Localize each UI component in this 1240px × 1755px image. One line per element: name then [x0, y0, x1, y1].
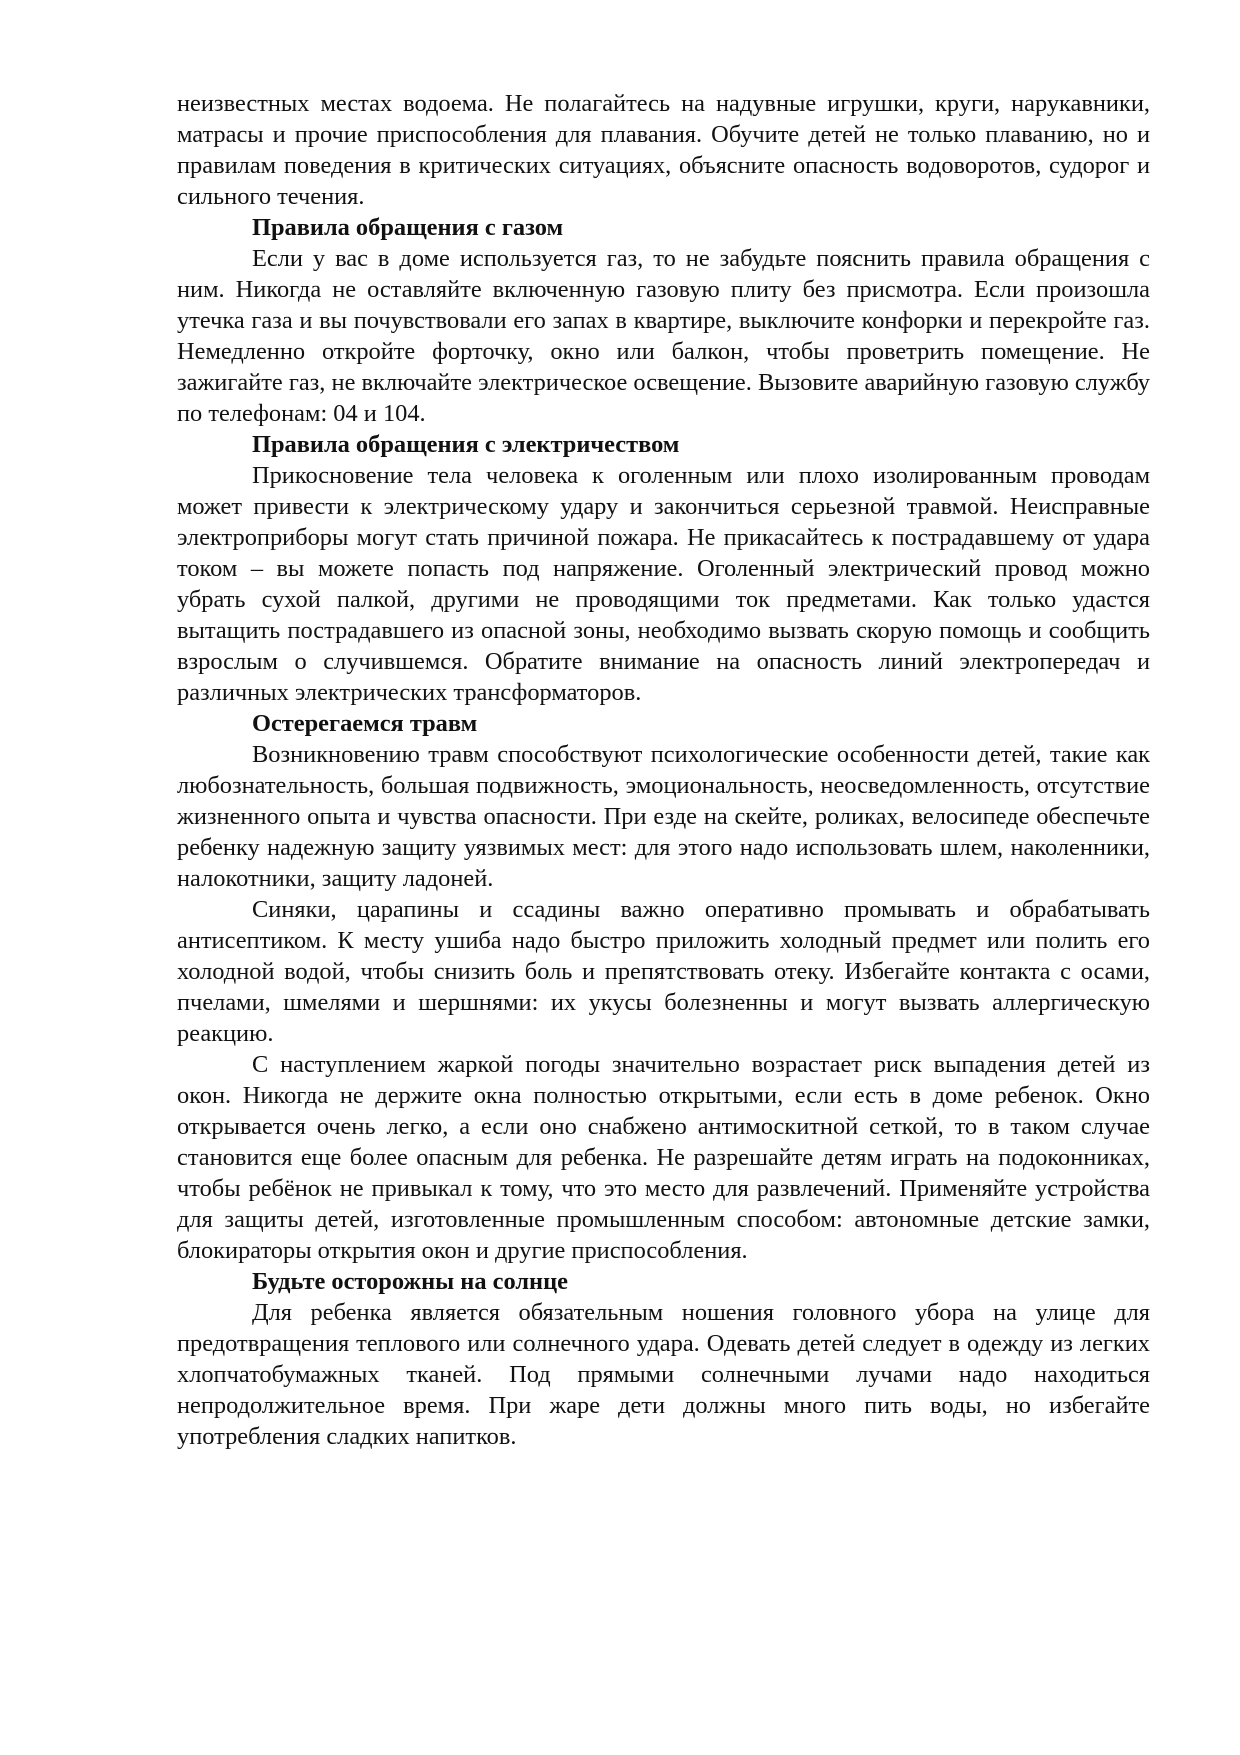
paragraph-injury-causes: Возникновению травм способствуют психологические особенности детей, такие как любознательность, большая подвижность, эмоциональность, неосведомленность, отсутствие жизненного опыта и чувства опасности. При езде на скейте, роликах, велосипеде обеспечьте ребенку надежную защиту уязвимых мест: для этого надо использовать шлем, наколенники, налокотники, защиту ладоней.	[177, 741, 1150, 892]
heading-gas-rules: Правила обращения с газом	[252, 214, 564, 241]
paragraph-sun-safety: Для ребенка является обязательным ношения головного убора на улице для предотвращения теплового или солнечного удара. Одевать детей следует в одежду из легких хлопчатобумажных тканей. Под прямыми солнечными лучами надо находиться непродолжительное время. При жаре дети должны много пить воды, но избегайте употребления сладких напитков.	[177, 1299, 1150, 1450]
heading-electricity-rules: Правила обращения с электричеством	[252, 431, 680, 458]
paragraph-gas-rules: Если у вас в доме используется газ, то не забудьте пояснить правила обращения с ним. Никогда не оставляйте включенную газовую плиту без присмотра. Если произошла утечка газа и вы почувствовали его запах в квартире, выключите конфорки и перекройте газ. Немедленно откройте форточку, окно или балкон, чтобы проветрить помещение. Не зажигайте газ, не включайте электрическое освещение. Вызовите аварийную газовую службу по телефонам: 04 и 104.	[177, 245, 1150, 427]
paragraph-window-safety: С наступлением жаркой погоды значительно возрастает риск выпадения детей из окон. Никогда не держите окна полностью открытыми, если есть в доме ребенок. Окно открывается очень легко, а если оно снабжено антимоскитной сеткой, то в таком случае становится еще более опасным для ребенка. Не разрешайте детям играть на подоконниках, чтобы ребёнок не привыкал к тому, что это место для развлечений. Применяйте устройства для защиты детей, изготовленные промышленным способом: автономные детские замки, блокираторы открытия окон и другие приспособления.	[177, 1051, 1150, 1264]
paragraph-electricity-rules: Прикосновение тела человека к оголенным или плохо изолированным проводам может привести к электрическому удару и закончиться серьезной травмой. Неисправные электроприборы могут стать причиной пожара. Не прикасайтесь к пострадавшему от удара током – вы можете попасть под напряжение. Оголенный электрический провод можно убрать сухой палкой, другими не проводящими ток предметами. Как только удастся вытащить пострадавшего из опасной зоны, необходимо вызвать скорую помощь и сообщить взрослым о случившемся. Обратите внимание на опасность линий электропередач и различных электрических трансформаторов.	[177, 462, 1150, 706]
document-page	[177, 88, 1150, 1452]
paragraph-water-safety-end: неизвестных местах водоема. Не полагайтесь на надувные игрушки, круги, нарукавники, матрасы и прочие приспособления для плавания. Обучите детей не только плаванию, но и правилам поведения в критических ситуациях, объясните опасность водоворотов, судорог и сильного течения.	[177, 90, 1150, 210]
paragraph-bruises-first-aid: Синяки, царапины и ссадины важно оперативно промывать и обрабатывать антисептиком. К месту ушиба надо быстро приложить холодный предмет или полить его холодной водой, чтобы снизить боль и препятствовать отеку. Избегайте контакта с осами, пчелами, шмелями и шершнями: их укусы болезненны и могут вызвать аллергическую реакцию.	[177, 896, 1150, 1047]
heading-injury-prevention: Остерегаемся травм	[252, 710, 478, 737]
heading-sun-safety: Будьте осторожны на солнце	[252, 1268, 568, 1295]
